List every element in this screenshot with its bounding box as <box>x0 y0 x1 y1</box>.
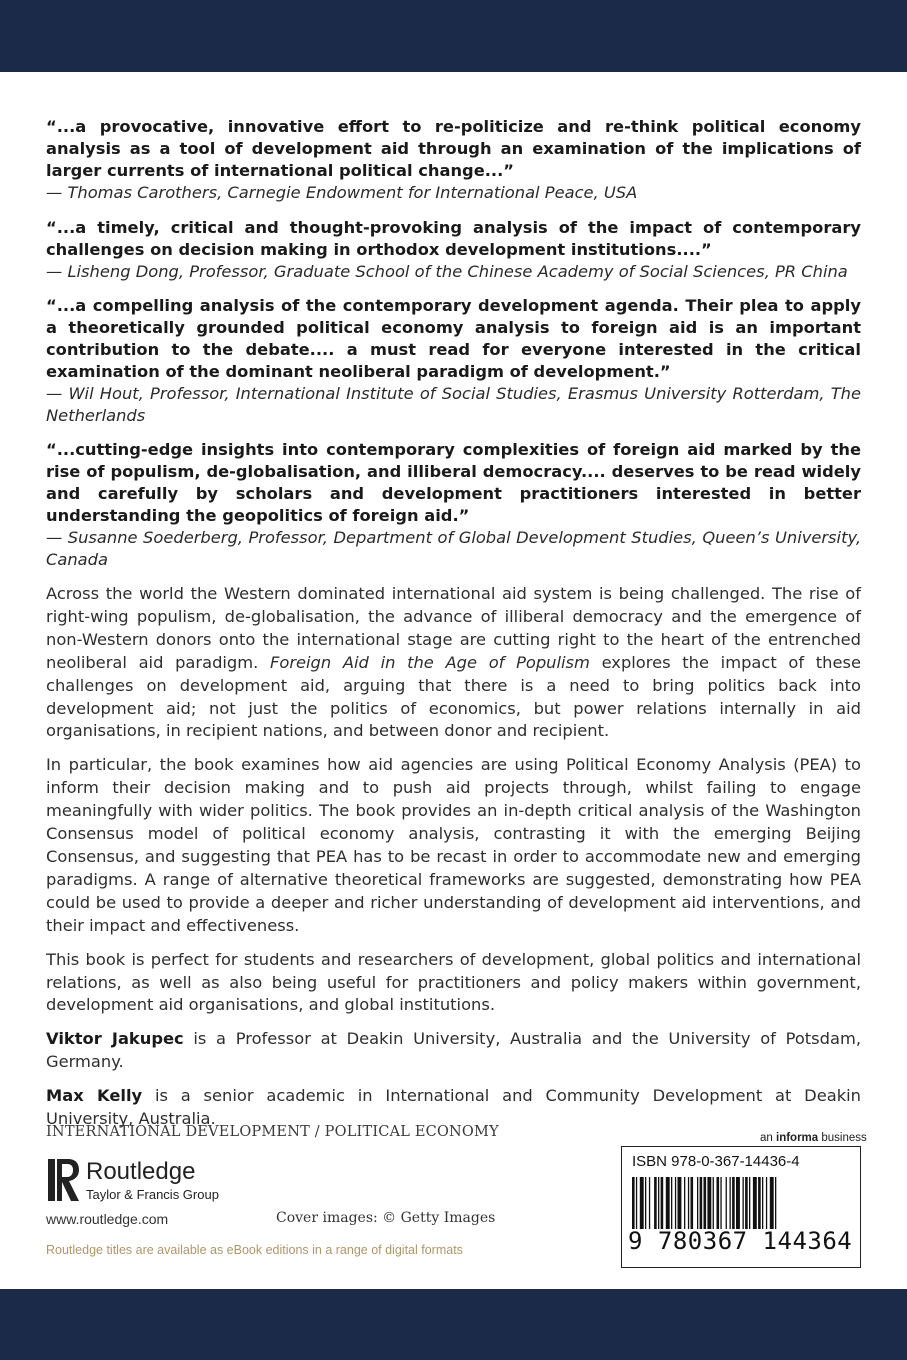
informa-tagline: an informa business <box>760 1132 867 1144</box>
cover-image-credit: Cover images: © Getty Images <box>276 1210 496 1226</box>
ebook-note: Routledge titles are available as eBook editions in a range of digital formats <box>46 1243 463 1257</box>
blurb-attribution: — Lisheng Dong, Professor, Graduate School of the Chinese Academy of Social Sciences, PR China <box>46 262 848 281</box>
routledge-logo-icon <box>46 1157 80 1203</box>
blurb <box>46 217 861 283</box>
back-cover-text <box>46 116 861 1142</box>
blurb-quote: “...a compelling analysis of the contemporary development agenda. Their plea to apply a theoretically grounded political economy analysis to foreign aid is an important contribution to the debate.... a must read for everyone interested in the critical examination of the dominant neoliberal paradigm of development.” <box>46 296 861 381</box>
blurb-quote: “...cutting-edge insights into contemporary complexities of foreign aid marked by the rise of populism, de-globalisation, and illiberal democracy.... deserves to be read widely and carefully by scholars and development practitioners interested in better understanding the geopolitics of foreign aid.” <box>46 440 861 525</box>
author-bio: Viktor Jakupec is a Professor at Deakin University, Australia and the University of Potsdam, Germany. <box>46 1029 861 1072</box>
blurb <box>46 295 861 427</box>
blurb <box>46 116 861 204</box>
book-title: Foreign Aid in the Age of Populism <box>270 652 590 672</box>
publisher-group: Taylor & Francis Group <box>86 1187 219 1202</box>
blurb <box>46 439 861 571</box>
author-name: Viktor Jakupec <box>46 1029 184 1049</box>
subject-category: INTERNATIONAL DEVELOPMENT / POLITICAL ECONOMY <box>46 1124 499 1140</box>
blurb-quote: “...a provocative, innovative effort to re-politicize and re-think political economy analysis as a tool of development aid through an examination of the implications of larger currents of international political change...” <box>46 117 861 180</box>
publisher-website: www.routledge.com <box>46 1211 169 1227</box>
informa-brand: informa <box>776 1132 819 1144</box>
isbn-barcode <box>621 1146 861 1268</box>
top-color-band <box>0 0 907 72</box>
description-paragraph: This book is perfect for students and researchers of development, global politics and international relations, as well as also being useful for practitioners and policy makers within government, development aid organisations, and global institutions. <box>46 949 861 1015</box>
publisher-logo <box>46 1157 246 1203</box>
barcode-digits: 9 780367 144364 <box>628 1227 853 1255</box>
publisher-name: Routledge <box>86 1158 196 1185</box>
author-bio: Max Kelly is a senior academic in International and Community Development at Deakin University, Australia. <box>46 1086 861 1129</box>
blurb-quote: “...a timely, critical and thought-provoking analysis of the impact of contemporary challenges on decision making in orthodox development institutions....” <box>46 218 861 259</box>
description-paragraph: In particular, the book examines how aid agencies are using Political Economy Analysis (PEA) to inform their decision making and to push aid projects through, whilst failing to engage meaningfully with wider politics. The book provides an in-depth critical analysis of the Washington Consensus model of political economy analysis, contrasting it with the emerging Beijing Consensus, and suggesting that PEA has to be recast in order to accommodate new and emerging paradigms. A range of alternative theoretical frameworks are suggested, demonstrating how PEA could be used to provide a deeper and richer understanding of development aid interventions, and their impact and effectiveness. <box>46 755 861 935</box>
author-name: Max Kelly <box>46 1086 143 1106</box>
blurb-attribution: — Wil Hout, Professor, International Institute of Social Studies, Erasmus University Rotterdam, The Netherlands <box>46 384 861 425</box>
blurb-attribution: — Thomas Carothers, Carnegie Endowment for International Peace, USA <box>46 183 638 202</box>
isbn-label: ISBN 978-0-367-14436-4 <box>632 1153 800 1170</box>
bottom-color-band <box>0 1289 907 1360</box>
description-paragraph: Across the world the Western dominated international aid system is being challenged. The rise of right-wing populism, de-globalisation, the advance of illiberal democracy and the emergence of non-Western donors onto the international stage are cutting right to the heart of the entrenched neoliberal aid paradigm. Foreign Aid in the Age of Populism explores the impact of these challenges on development aid, arguing that there is a need to bring politics back into development aid; not just the politics of economics, but power relations internally in aid organisations, in recipient nations, and between donor and recipient. <box>46 584 861 741</box>
blurb-attribution: — Susanne Soederberg, Professor, Department of Global Development Studies, Queen’s University, Canada <box>46 528 861 569</box>
barcode-icon <box>628 1177 854 1229</box>
